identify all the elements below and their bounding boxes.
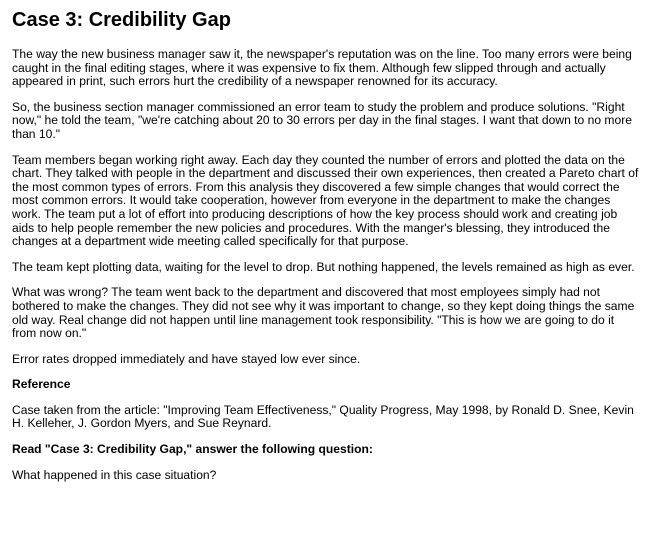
page-title: Case 3: Credibility Gap xyxy=(12,9,231,31)
paragraph-outcome: Error rates dropped immediately and have stayed low ever since. xyxy=(12,351,361,366)
paragraph-no-change: The team kept plotting data, waiting for the level to drop. But nothing happened, the levels remained as high as ever. xyxy=(12,259,635,274)
reference-text: Case taken from the article: "Improving Team Effectiveness," Quality Progress, May 1998, by Ronald D. Snee, Kevin H. Kelleher, J. Gordon Myers, and Sue Reynard. xyxy=(12,402,634,431)
paragraph-team-work: Team members began working right away. Each day they counted the number of errors and plotted the data on the chart. They talked with people in the department and discussed their own experiences, then created a Pareto chart of the most common types of errors. From this analysis they discovered a few simple changes that would correct the most common errors. It would take cooperation, however from everyone in the department to make the changes work. The team put a lot of effort into producing descriptions of how the key process should work and creating job aids to help people remember the new policies and procedures. With the manger's blessing, they introduced the changes at a department wide meeting called specifically for that purpose. xyxy=(12,152,639,249)
paragraph-what-was-wrong: What was wrong? The team went back to the department and discovered that most employees simply had not bothered to make the changes. They did not see why it was important to change, so they kept doing things the same old way. Real change did not happen until line management took responsibility. "This is how we are going to do it from now on." xyxy=(12,285,635,341)
instruction-text: Read "Case 3: Credibility Gap," answer the following question: xyxy=(12,442,373,457)
question-text: What happened in this case situation? xyxy=(12,467,217,482)
reference-heading: Reference xyxy=(12,377,71,392)
paragraph-commission: So, the business section manager commissioned an error team to study the problem and produce solutions. "Right now," he told the team, "we're catching about 20 to 30 errors per day in the final stages. I want that down to no more than 10." xyxy=(12,99,632,141)
paragraph-intro: The way the new business manager saw it, the newspaper's reputation was on the line. Too many errors were being caught in the final editing stages, where it was expensive to fix them. Although few slipped through and actually appeared in print, such errors hurt the credibility of a newspaper renowned for its accuracy. xyxy=(12,47,632,89)
